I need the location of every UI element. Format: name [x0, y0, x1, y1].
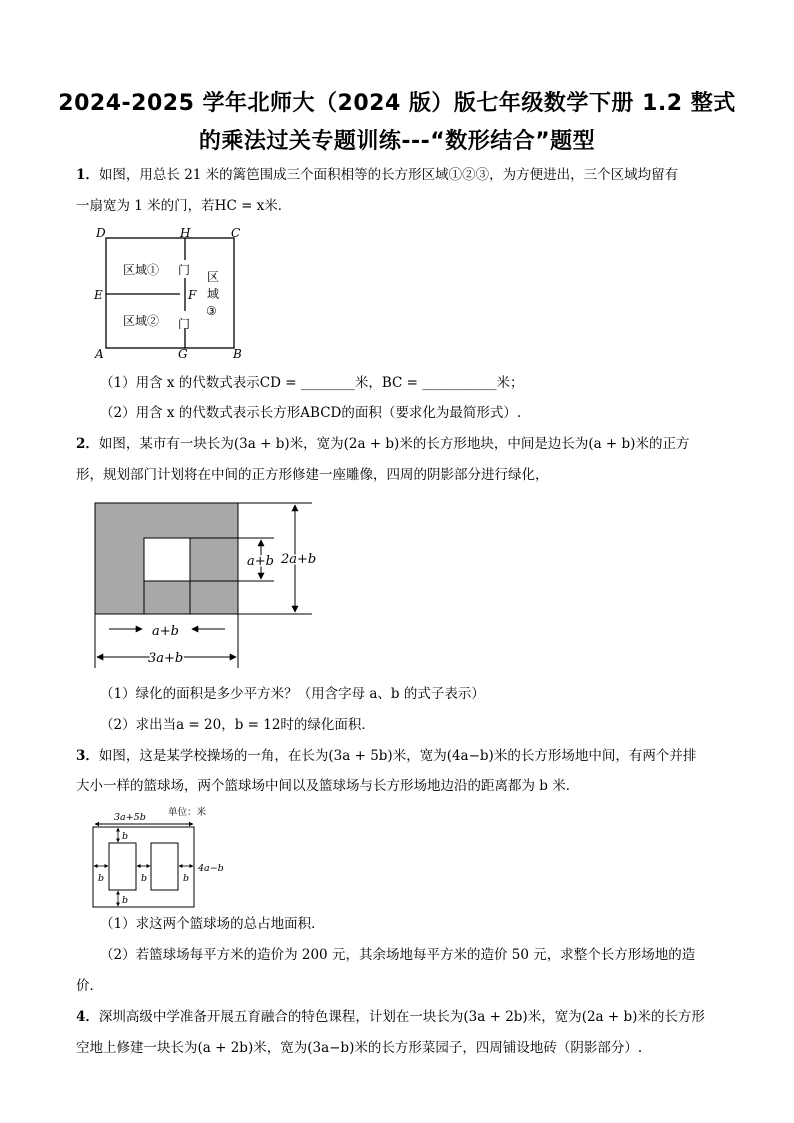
label-B: B — [233, 347, 242, 361]
q2-text-line-1 — [76, 434, 736, 454]
q3-width-label: 4a−b — [198, 863, 224, 874]
q4-text-line-2: 空地上修建一块长为(a + 2b)米，宽为(3a−b)米的长方形菜园子，四周铺设地砖（阴影部分）. — [76, 1040, 643, 1056]
q2-sub-1: （1）绿化的面积是多少平方米？（用含字母 a、b 的式子表示） — [100, 686, 485, 702]
q3-field — [93, 827, 194, 907]
region-3-char-1: 区 — [207, 270, 220, 284]
q3-text-line-1 — [76, 746, 736, 766]
q2-number: 2． — [76, 436, 99, 452]
q2-stem-1: 如图，某市有一块长为(3a + b)米，宽为(2a + b)米的长方形地块，中间是边长为(a + b)米的正方 — [98, 436, 690, 452]
q3-b-left: b — [98, 873, 105, 884]
region-3-char-2: 域 — [207, 287, 220, 301]
q3-b-bottom: b — [122, 895, 129, 906]
q3-sub-2-continued: 价． — [76, 978, 103, 994]
q2-outer-height-label: 2a+b — [281, 552, 317, 567]
q3-stem-1: 如图，这是某学校操场的一角，在长为(3a + 5b)米，宽为(4a−b)米的长方形场地中间，有两个并排 — [98, 748, 697, 764]
document-title-line-1: 2024-2025 学年北师大（2024 版）版七年级数学下册 1.2 整式 — [58, 91, 736, 116]
q2-statue-square — [144, 538, 190, 581]
q1-text-line-2: 一扇宽为 1 米的门，若HC = x米． — [76, 198, 292, 214]
q2-outer-width-label: 3a+b — [148, 651, 184, 666]
q3-number: 3． — [76, 748, 99, 764]
q4-text-line-1 — [76, 1007, 736, 1027]
label-E: E — [94, 288, 103, 302]
q2-sub-2: （2）求出当a = 20，b = 12时的绿化面积． — [100, 717, 375, 733]
q3-b-top: b — [122, 831, 129, 842]
label-C: C — [231, 226, 241, 240]
document-title-line-2: 的乘法过关专题训练---“数形结合”题型 — [198, 129, 596, 154]
q1-sub-2: （2）用含 x 的代数式表示长方形ABCD的面积（要求化为最简形式）. — [100, 405, 522, 421]
q3-court-2 — [151, 843, 178, 890]
q3-court-1 — [109, 843, 136, 890]
q3-text-line-2: 大小一样的篮球场，两个篮球场中间以及篮球场与长方形场地边沿的距离都为 b 米． — [76, 778, 580, 794]
q2-inner-height-label: a+b — [247, 554, 274, 569]
q2-figure — [92, 500, 332, 672]
q4-stem-1: 深圳高级中学准备开展五育融合的特色课程，计划在一块长为(3a + 2b)米，宽为(2a + b)米的长方形 — [98, 1009, 705, 1025]
label-A: A — [95, 347, 104, 361]
label-D: D — [96, 226, 106, 240]
region-3-char-3: ③ — [206, 304, 217, 318]
q3-figure — [92, 802, 242, 910]
region-1-label: 区域① — [123, 263, 160, 277]
q1-figure — [92, 224, 252, 364]
door-2-label: 门 — [178, 317, 191, 331]
q3-sub-1: （1）求这两个篮球场的总占地面积． — [100, 916, 325, 932]
region-2-label: 区域② — [123, 314, 160, 328]
q1-sub-1: （1）用含 x 的代数式表示CD = ________米，BC = ___________米； — [100, 375, 524, 391]
q1-stem-1: 如图，用总长 21 米的篱笆围成三个面积相等的长方形区域①②③，为方便进出，三个区域均留有 — [98, 167, 679, 183]
q3-b-right: b — [183, 873, 190, 884]
q2-text-line-2: 形，规划部门计划将在中间的正方形修建一座雕像，四周的阴影部分进行绿化， — [76, 467, 549, 483]
door-1-label: 门 — [178, 263, 191, 277]
q3-unit-label: 单位：米 — [168, 807, 207, 818]
label-G: G — [178, 347, 188, 361]
label-F: F — [188, 288, 197, 302]
q2-inner-width-label: a+b — [152, 624, 179, 639]
q3-b-middle: b — [141, 873, 148, 884]
label-H: H — [180, 226, 191, 240]
q3-length-label: 3a+5b — [114, 812, 146, 823]
q1-number: 1． — [76, 167, 99, 183]
q4-number: 4． — [76, 1009, 99, 1025]
q3-sub-2: （2）若篮球场每平方米的造价为 200 元，其余场地每平方米的造价 50 元，求整个长方形场地的造 — [100, 947, 696, 963]
q1-text-line-1 — [76, 165, 736, 185]
